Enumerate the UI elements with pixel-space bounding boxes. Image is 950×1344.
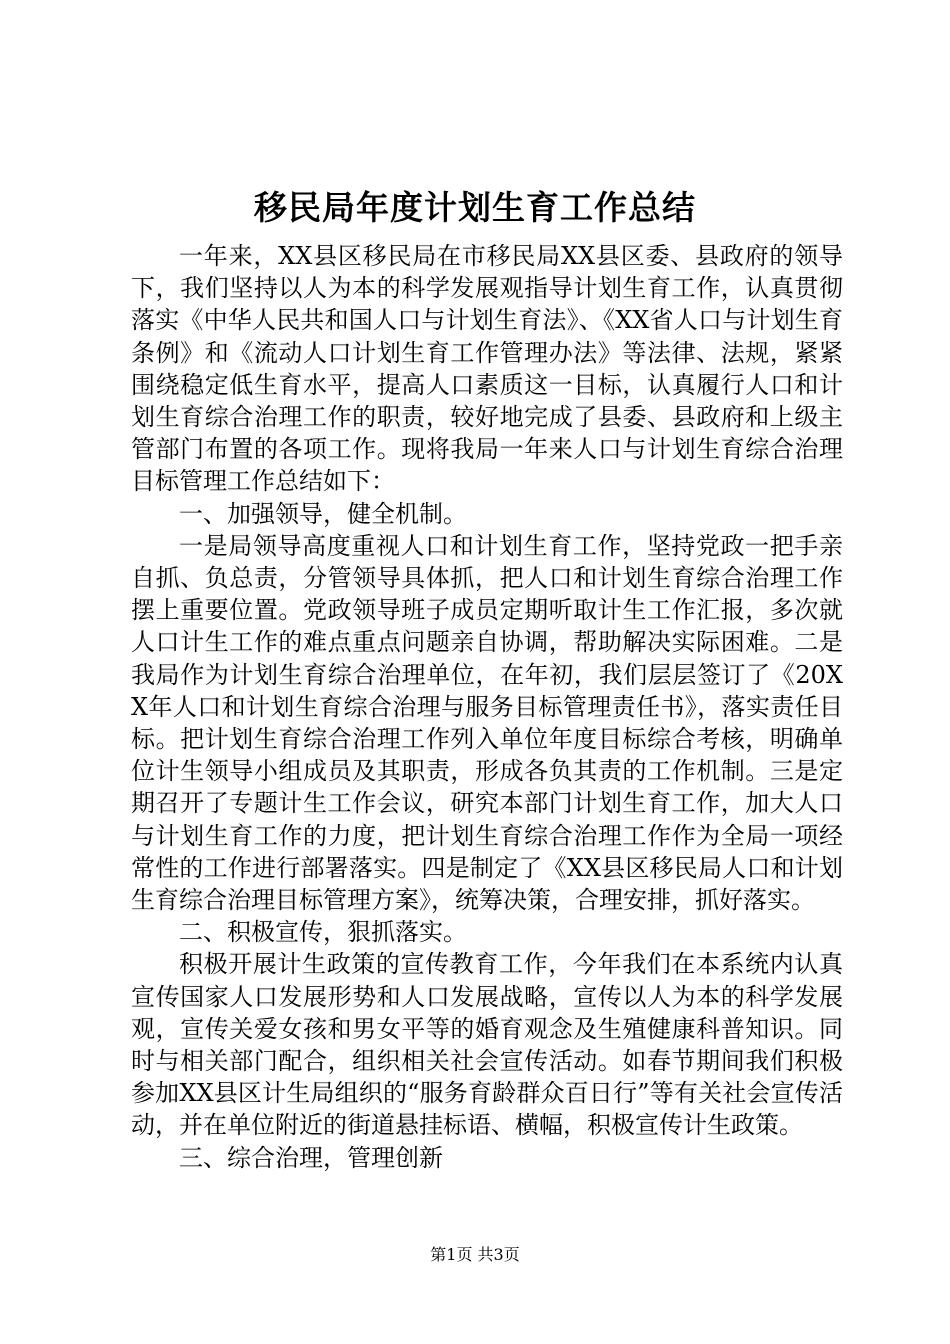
section-heading-2: 二、积极宣传，狠抓落实。 (179, 918, 467, 947)
section-heading-3: 三、综合治理，管理创新 (179, 1143, 443, 1172)
section-heading-1: 一、加强领导，健全机制。 (179, 499, 467, 528)
paragraph-section-1: 一是局领导高度重视人口和计划生育工作，坚持党政一把手亲自抓、负总责，分管领导具体抓，把人口和计划生育综合治理工作摆上重要位置。党政领导班子成员定期听取计生工作汇报，多次就人口计生工作的难点重点问题亲自协调，帮助解决实际困难。二是我局作为计划生育综合治理单位，在年初，我们层层签订了《20XX年人口和计划生育综合治理与服务目标管理责任书》，落实责任目标。把计划生育综合治理工作列入单位年度目标综合考核，明确单位计生领导小组成员及其职责，形成各负其责的工作机制。三是定期召开了专题计生工作会议，研究本部门计划生育工作，加大人口与计划生育工作的力度，把计划生育综合治理工作作为全局一项经常性的工作进行部署落实。四是制定了《XX县区移民局人口和计划生育综合治理目标管理方案》，统筹决策，合理安排，抓好落实。 (131, 531, 843, 915)
paragraph-section-2: 积极开展计生政策的宣传教育工作，今年我们在本系统内认真宣传国家人口发展形势和人口发展战略，宣传以人为本的科学发展观，宣传关爱女孩和男女平等的婚育观念及生殖健康科普知识。同时与相关部门配合，组织相关社会宣传活动。如春节期间我们积极参加XX县区计生局组织的“服务育龄群众百日行”等有关社会宣传活动，并在单位附近的街道悬挂标语、横幅，积极宣传计生政策。 (131, 950, 843, 1140)
paragraph-intro: 一年来，XX县区移民局在市移民局XX县区委、县政府的领导下，我们坚持以人为本的科学发展观指导计划生育工作，认真贯彻落实《中华人民共和国人口与计划生育法》、《XX省人口与计划生育条例》和《流动人口计划生育工作管理办法》等法律、法规，紧紧围绕稳定低生育水平，提高人口素质这一目标，认真履行人口和计划生育综合治理工作的职责，较好地完成了县委、县政府和上级主管部门布置的各项工作。现将我局一年来人口与计划生育综合治理目标管理工作总结如下： (131, 242, 843, 496)
document-body (131, 240, 843, 1174)
document-title: 移民局年度计划生育工作总结 (254, 188, 696, 227)
page-footer: 第1页 共3页 (430, 1245, 520, 1264)
